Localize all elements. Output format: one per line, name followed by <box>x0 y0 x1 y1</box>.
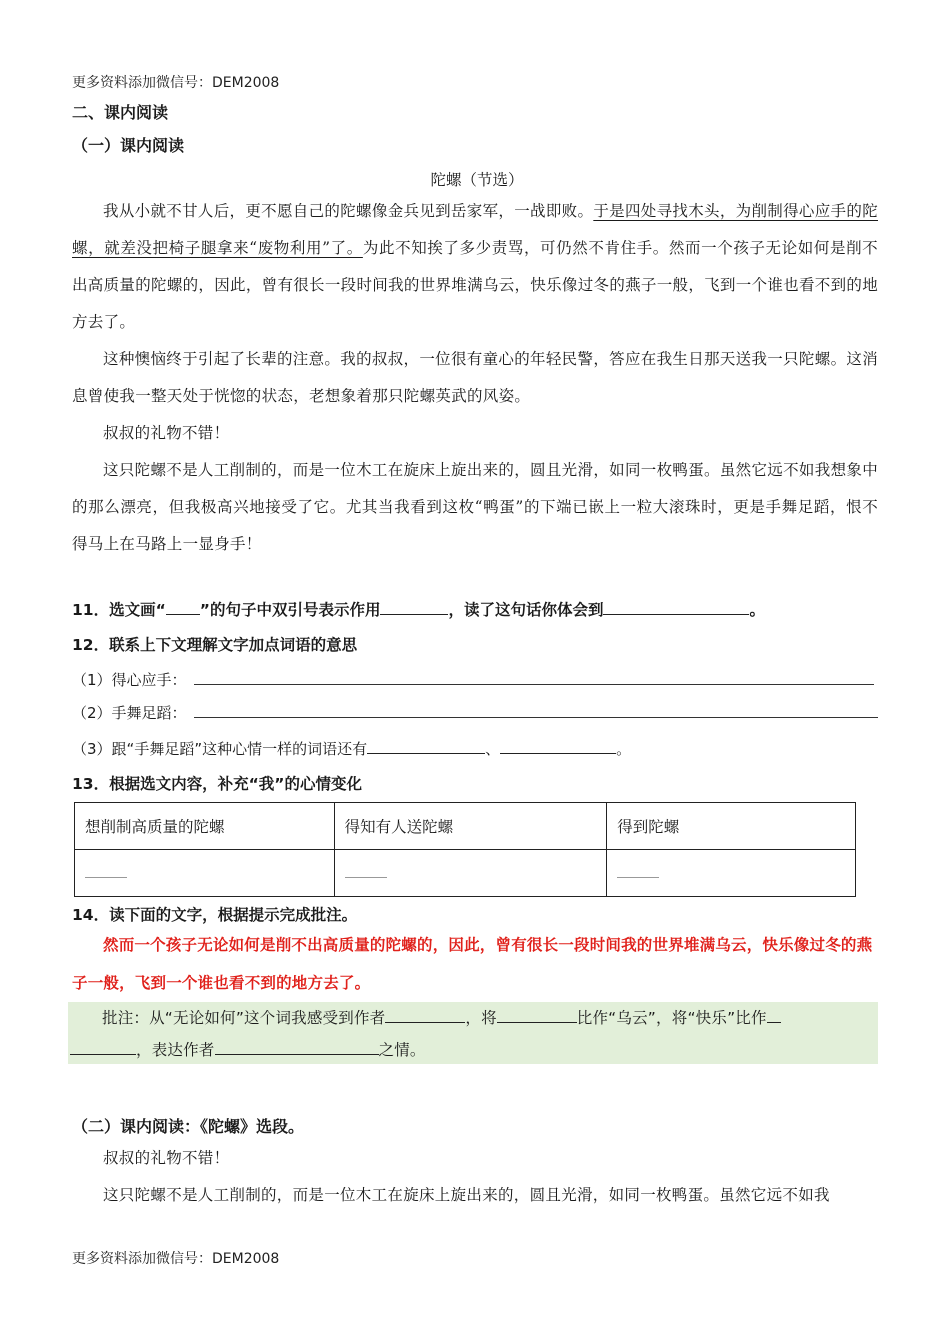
q12-answer-line-1[interactable] <box>194 684 874 685</box>
q11-blank-mark[interactable] <box>166 598 200 615</box>
annotation-box <box>68 1002 878 1064</box>
passage-paragraph-1 <box>72 193 878 341</box>
annotation-text-line-2 <box>68 1034 878 1066</box>
passage-paragraph-4: 这只陀螺不是人工削制的，而是一位木工在旋床上旋出来的，圆且光滑，如同一枚鸭蛋。虽然它远不如我想象中的那么漂亮，但我极高兴地接受了它。尤其当我看到这枚“鸭蛋”的下端已嵌上一粒大滚珠时，更是手舞足蹈，恨不得马上在马路上一显身手！ <box>72 461 878 553</box>
q11-blank-1[interactable] <box>380 598 448 615</box>
q12-blank-1[interactable] <box>367 737 485 754</box>
q11-blank-2[interactable] <box>603 598 749 615</box>
question-13-title: 13．根据选文内容，补充“我”的心情变化 <box>72 775 362 793</box>
passage-p1-rest: 为此不知挨了多少责骂，可仍然不肯住手。然而一个孩子无论如何是削不出高质量的陀螺的，因此，曾有很长一段时间我的世界堆满乌云，快乐像过冬的燕子一般，飞到一个谁也看不到的地方去了。 <box>72 239 878 331</box>
annotation-text-2: ，将 <box>465 1009 497 1027</box>
question-11 <box>72 598 765 620</box>
q14-quote: 然而一个孩子无论如何是削不出高质量的陀螺的，因此，曾有很长一段时间我的世界堆满乌云，快乐像过冬的燕子一般，飞到一个谁也看不到的地方去了。 <box>72 935 873 992</box>
answer-blank <box>617 867 659 878</box>
q12-sub-1: （1）得心应手： <box>72 671 187 689</box>
page-header: 更多资料添加微信号：DEM2008 <box>72 75 280 91</box>
underlined-sentence: 于是四处寻找木头，为削制得心应手的陀螺，就差没把椅子腿拿来“废物利用”了。 <box>72 202 878 257</box>
q11-text-a: 11．选文画“ <box>72 601 166 619</box>
table-answer-3[interactable] <box>607 850 856 897</box>
table-header-2: 得知有人送陀螺 <box>334 803 607 850</box>
q12-blank-2[interactable] <box>500 737 616 754</box>
q12-sub-3 <box>72 737 631 759</box>
q12-sub-2: （2）手舞足蹈： <box>72 704 187 722</box>
page-footer: 更多资料添加微信号：DEM2008 <box>72 1251 280 1267</box>
table-header-3: 得到陀螺 <box>607 803 856 850</box>
annotation-blank-3b[interactable] <box>70 1038 136 1055</box>
annotation-text-5: 之情。 <box>378 1041 426 1059</box>
annotation-text-4: ，表达作者 <box>136 1041 215 1059</box>
passage-paragraph-3: 叔叔的礼物不错！ <box>103 424 230 442</box>
answer-blank <box>85 867 127 878</box>
part2-passage <box>72 1140 878 1214</box>
annotation-blank-4[interactable] <box>215 1038 379 1055</box>
part2-title: （二）课内阅读：《陀螺》选段。 <box>72 1117 305 1136</box>
annotation-text-1: 批注：从“无论如何”这个词我感受到作者 <box>102 1009 386 1027</box>
passage-paragraph-2: 这种懊恼终于引起了长辈的注意。我的叔叔，一位很有童心的年轻民警，答应在我生日那天送我一只陀螺。这消息曾使我一整天处于恍惚的状态，老想象着那只陀螺英武的风姿。 <box>72 350 878 405</box>
q12-sub-3-end: 。 <box>616 740 632 758</box>
annotation-blank-1[interactable] <box>385 1006 465 1023</box>
passage-p1-text: 我从小就不甘人后，更不愿自己的陀螺像金兵见到岳家军，一战即败。 <box>103 202 594 220</box>
table-header-1: 想削制高质量的陀螺 <box>75 803 335 850</box>
q12-answer-line-2[interactable] <box>194 717 878 718</box>
q12-sub-3-sep: 、 <box>485 740 501 758</box>
q11-text-d: 。 <box>749 601 765 619</box>
mood-change-table <box>74 802 856 897</box>
question-12-title: 12．联系上下文理解文字加点词语的意思 <box>72 636 358 654</box>
part2-paragraph-1: 叔叔的礼物不错！ <box>103 1149 230 1167</box>
passage-title: 陀螺（节选） <box>430 171 524 189</box>
table-answer-1[interactable] <box>75 850 335 897</box>
annotation-blank-3a[interactable] <box>767 1006 781 1023</box>
passage <box>72 193 878 563</box>
part1-title: （一）课内阅读 <box>72 136 185 155</box>
table-answer-2[interactable] <box>334 850 607 897</box>
q11-text-b: ”的句子中双引号表示作用 <box>199 601 381 619</box>
annotation-text-3: 比作“乌云”，将“快乐”比作 <box>576 1009 767 1027</box>
answer-blank <box>345 867 387 878</box>
q14-quote-block <box>72 926 878 1002</box>
q11-text-c: ，读了这句话你体会到 <box>448 601 604 619</box>
question-14-title: 14．读下面的文字，根据提示完成批注。 <box>72 906 358 924</box>
annotation-text <box>68 1002 878 1034</box>
part2-paragraph-2: 这只陀螺不是人工削制的，而是一位木工在旋床上旋出来的，圆且光滑，如同一枚鸭蛋。虽然它远不如我 <box>103 1186 830 1204</box>
annotation-blank-2[interactable] <box>497 1006 577 1023</box>
q12-sub-3-text: （3）跟“手舞足蹈”这种心情一样的词语还有 <box>72 740 368 758</box>
section-title: 二、课内阅读 <box>72 103 169 122</box>
